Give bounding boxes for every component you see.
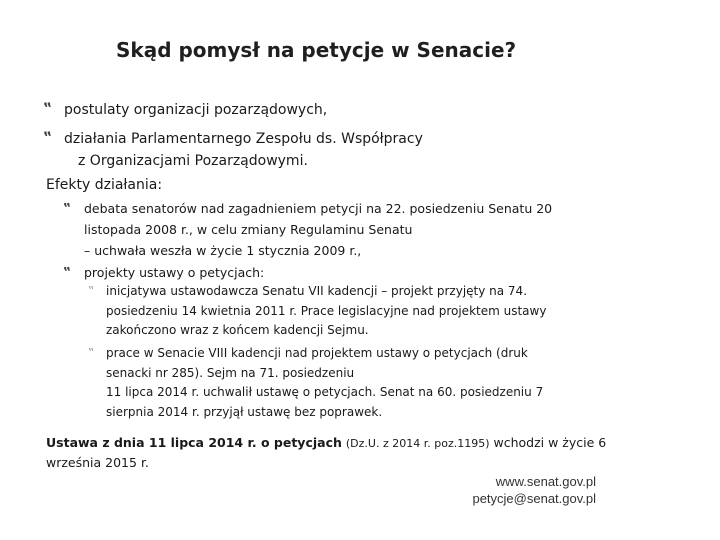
website-link[interactable]: www.senat.gov.pl bbox=[495, 474, 596, 489]
effect-item bbox=[84, 198, 552, 261]
law-effective: wchodzi w życie 6 bbox=[489, 435, 607, 450]
bullet-line: postulaty organizacji pozarządowych, bbox=[64, 102, 328, 118]
effect-line: – uchwała weszła w życie 1 stycznia 2009 r., bbox=[84, 243, 362, 258]
contact-block bbox=[472, 473, 596, 507]
effect-line: projekty ustawy o petycjach: bbox=[84, 265, 265, 280]
bullet-icon: ‟ bbox=[88, 284, 95, 298]
sub-effect-line: sierpnia 2014 r. przyjął ustawę bez poprawek. bbox=[106, 404, 383, 419]
law-title: Ustawa z dnia 11 lipca 2014 r. o petycjach bbox=[46, 435, 342, 450]
bullet-item bbox=[64, 128, 423, 172]
email-link[interactable]: petycje@senat.gov.pl bbox=[472, 491, 596, 506]
sub-effect-item bbox=[106, 344, 543, 422]
effects-heading: Efekty działania: bbox=[46, 177, 163, 193]
sub-effect-item bbox=[106, 282, 546, 341]
sub-effect-line: posiedzeniu 14 kwietnia 2011 r. Prace legislacyjne nad projektem ustawy bbox=[106, 303, 547, 318]
law-effective-date: września 2015 r. bbox=[46, 455, 149, 470]
effect-line: debata senatorów nad zagadnieniem petycji na 22. posiedzeniu Senatu 20 bbox=[84, 201, 553, 216]
bullet-icon: ‟ bbox=[63, 200, 72, 215]
law-source: (Dz.U. z 2014 r. poz.1195) bbox=[345, 437, 490, 450]
bullet-icon: ‟ bbox=[43, 130, 53, 146]
bullet-item bbox=[64, 99, 327, 121]
bullet-line: z Organizacjami Pozarządowymi. bbox=[78, 153, 308, 169]
sub-effect-line: senacki nr 285). Sejm na 71. posiedzeniu bbox=[106, 365, 355, 380]
effect-item bbox=[84, 262, 264, 283]
slide-title: Skąd pomysł na petycje w Senacie? bbox=[116, 38, 517, 62]
sub-effect-line: 11 lipca 2014 r. uchwalił ustawę o petycjach. Senat na 60. posiedzeniu 7 bbox=[106, 385, 544, 399]
sub-effect-line: zakończono wraz z końcem kadencji Sejmu. bbox=[106, 323, 369, 337]
sub-effect-line: prace w Senacie VIII kadencji nad projektem ustawy o petycjach (druk bbox=[106, 346, 528, 360]
bullet-icon: ‟ bbox=[63, 264, 72, 279]
bullet-line: działania Parlamentarnego Zespołu ds. Współpracy bbox=[64, 131, 423, 147]
effect-line: listopada 2008 r., w celu zmiany Regulaminu Senatu bbox=[84, 222, 413, 237]
sub-effect-line: inicjatywa ustawodawcza Senatu VII kadencji – projekt przyjęty na 74. bbox=[106, 284, 528, 298]
bullet-icon: ‟ bbox=[43, 101, 53, 117]
bullet-icon: ‟ bbox=[88, 346, 95, 360]
law-statement bbox=[46, 433, 646, 472]
